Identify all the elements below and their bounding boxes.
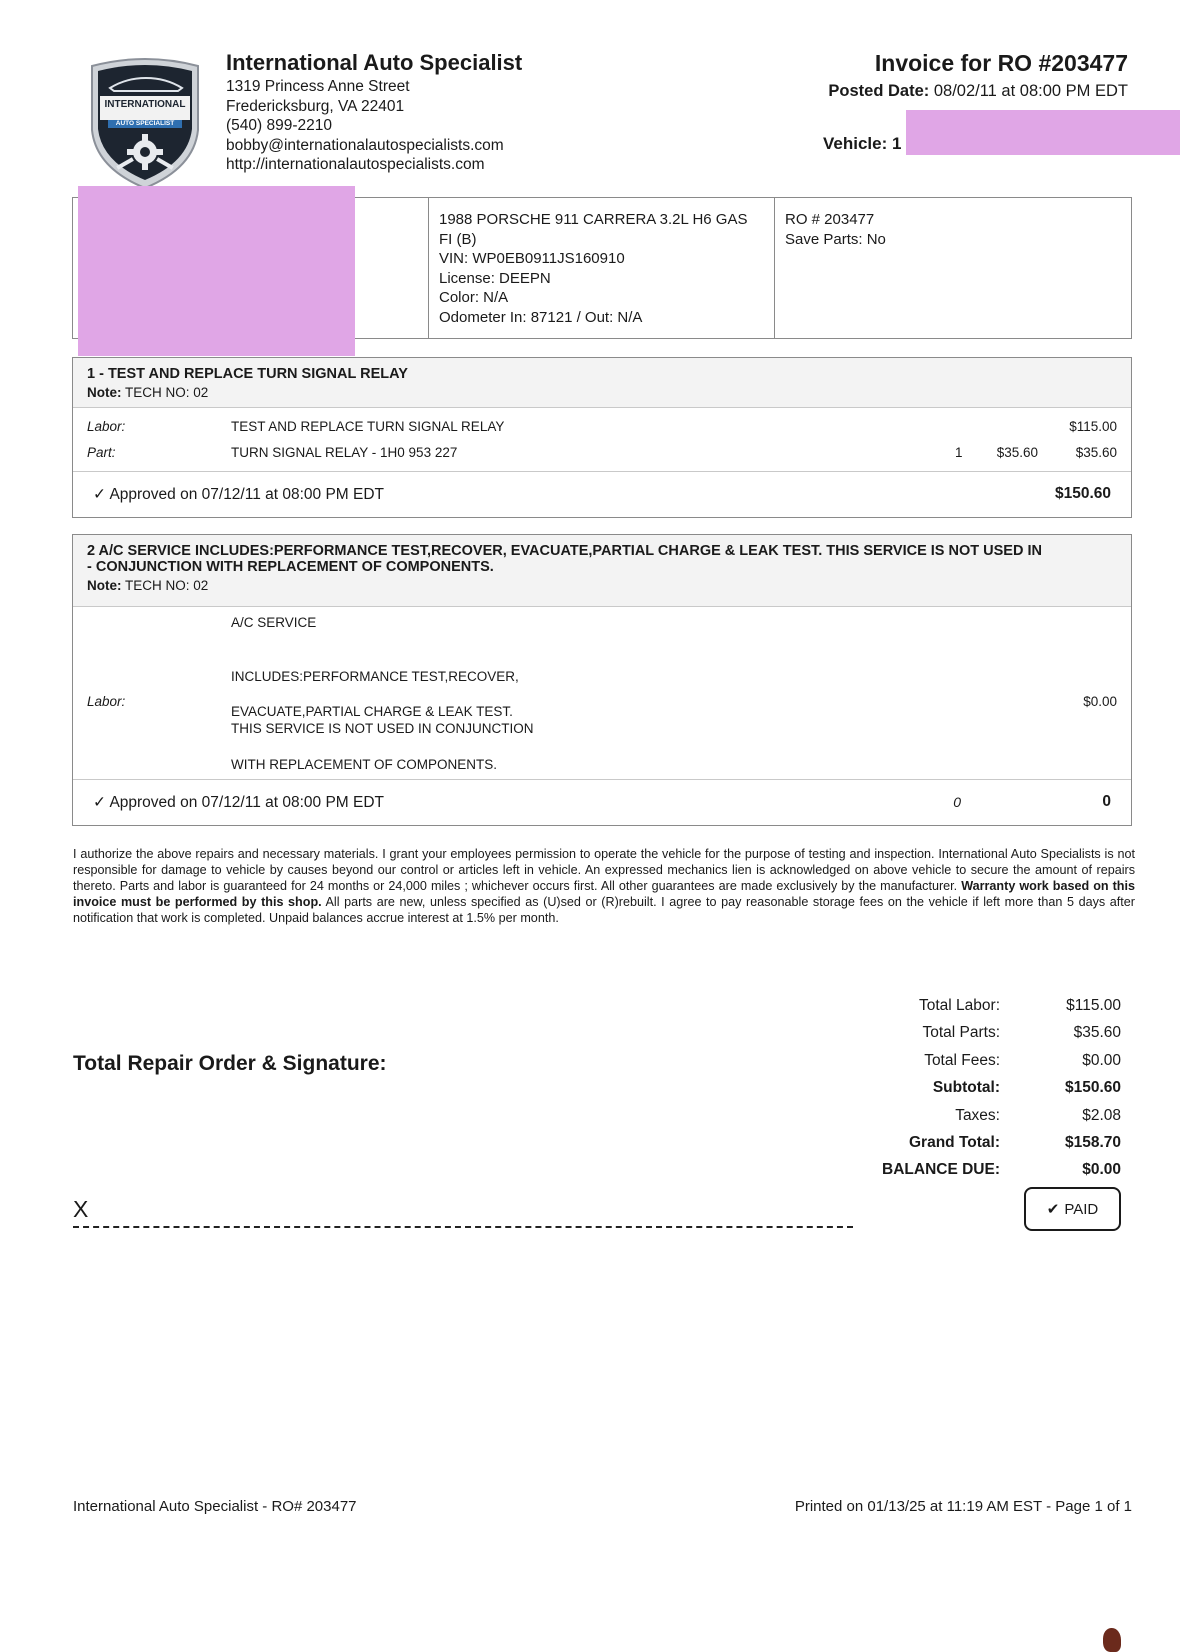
line-description: TEST AND REPLACE TURN SIGNAL RELAY (231, 419, 505, 434)
total-label: Total Labor: (919, 997, 1000, 1014)
service-2-header (73, 535, 1131, 607)
paid-label: PAID (1064, 1200, 1099, 1218)
footer-left: International Auto Specialist - RO# 203477 (73, 1498, 357, 1515)
subtotal-row (860, 1076, 1125, 1103)
line-kind: Part: (87, 445, 116, 460)
total-value: $150.60 (1064, 1079, 1121, 1097)
line-description: TURN SIGNAL RELAY - 1H0 953 227 (231, 445, 458, 460)
total-label: Grand Total: (909, 1133, 1000, 1151)
total-value: $0.00 (1082, 1161, 1121, 1179)
signature-title: Total Repair Order & Signature: (73, 1052, 387, 1075)
total-label: BALANCE DUE: (882, 1161, 1000, 1179)
vehicle-details (428, 198, 775, 338)
total-value: $35.60 (1073, 1024, 1121, 1042)
vehicle-license: License: DEEPN (439, 269, 551, 287)
approval-mid-value: 0 (953, 794, 961, 810)
shop-website: http://internationalautospecialists.com (226, 156, 485, 173)
totals-table (860, 994, 1125, 1186)
total-label: Subtotal: (932, 1079, 1000, 1097)
note-label: Note: (87, 578, 122, 593)
service-2-note (87, 578, 1117, 593)
total-value: $0.00 (1082, 1051, 1121, 1069)
line-amount: $0.00 (1083, 694, 1117, 709)
posted-date-label: Posted Date: (828, 82, 930, 100)
disclaimer-warranty: Warranty work based on this invoice must be performed by this shop. (73, 879, 1135, 909)
total-label: Taxes: (955, 1106, 1000, 1124)
shop-email: bobby@internationalautospecialists.com (226, 137, 504, 154)
total-parts-row (860, 1021, 1125, 1048)
service-total: $150.60 (1054, 485, 1111, 502)
total-fees-row (860, 1049, 1125, 1076)
paid-stamp (1024, 1187, 1121, 1231)
save-parts: Save Parts: No (785, 230, 886, 248)
line-amount: $35.60 (1075, 445, 1117, 460)
vehicle-label: Vehicle: 1 (823, 134, 902, 153)
vehicle-description: 1988 PORSCHE 911 CARRERA 3.2L H6 GAS FI (B) (439, 211, 748, 248)
shop-name: International Auto Specialist (226, 50, 523, 75)
labor-line: INCLUDES:PERFORMANCE TEST,RECOVER, (231, 669, 519, 684)
service-1-title: 1 - TEST AND REPLACE TURN SIGNAL RELAY (87, 366, 408, 382)
ro-details (775, 198, 1131, 338)
line-amount: $115.00 (1069, 419, 1117, 434)
service-1-note (87, 385, 1117, 400)
line-kind: Labor: (87, 694, 126, 709)
redaction-vehicle (906, 110, 1180, 155)
line-quantity: 1 (955, 445, 963, 460)
ro-number: RO # 203477 (785, 211, 875, 228)
total-value: $2.08 (1082, 1106, 1121, 1124)
labor-line: THIS SERVICE IS NOT USED IN CONJUNCTION (231, 721, 534, 736)
balance-due-row (860, 1158, 1125, 1185)
invoice-title: Invoice for RO #203477 (874, 50, 1128, 76)
disclaimer-text-2: All parts are new, unless specified as (U)sed or (R)rebuilt. I agree to pay reasonable storage fees on the vehicle if left more than 5 days after notification that work is completed. Unpaid balances accrue interest at 1.5% per month. (73, 895, 1135, 925)
logo-text-auto-specialist: AUTO SPECIALIST (115, 120, 175, 127)
total-labor-row (860, 994, 1125, 1021)
disclaimer-text-1: I authorize the above repairs and necessary materials. I grant your employees permission to operate the vehicle for the purpose of testing and inspection. International Auto Specialists is not responsible for damage to vehicle by causes beyond our control or articles left in vehicle. An expressed mechanics lien is acknowledged on above vehicle to secure the amount of repairs thereto. Parts and labor is guaranteed for 24 months or 24,000 miles ; whichever occurs first. All other guarantees are made exclusively by the manufacturer. (73, 847, 1135, 893)
approval-text: ✓ Approved on 07/12/11 at 08:00 PM EDT (93, 486, 385, 503)
line-item-labor (73, 414, 1131, 440)
shop-city: Fredericksburg, VA 22401 (226, 98, 405, 115)
redaction-customer (78, 186, 355, 356)
labor-line: EVACUATE,PARTIAL CHARGE & LEAK TEST. (231, 704, 513, 719)
service-2-approval (73, 779, 1131, 825)
grand-total-row (860, 1131, 1125, 1158)
vehicle-odometer: Odometer In: 87121 / Out: N/A (439, 308, 643, 326)
authorization-disclaimer (73, 846, 1135, 926)
service-1 (72, 357, 1132, 518)
vehicle-color: Color: N/A (439, 289, 509, 306)
shop-phone: (540) 899-2210 (226, 117, 332, 134)
signature-line (73, 1226, 853, 1228)
service-2 (72, 534, 1132, 826)
service-2-title-line-2: - CONJUNCTION WITH REPLACEMENT OF COMPONENTS. (87, 559, 494, 575)
total-value: $115.00 (1066, 997, 1121, 1014)
ink-stain (1103, 1628, 1121, 1652)
check-icon: ✔ (1046, 1201, 1060, 1218)
service-1-header (73, 358, 1131, 408)
total-label: Total Fees: (924, 1051, 1000, 1069)
shop-street: 1319 Princess Anne Street (226, 78, 410, 95)
total-label: Total Parts: (922, 1024, 1000, 1042)
line-kind: Labor: (87, 419, 126, 434)
footer-right: Printed on 01/13/25 at 11:19 AM EST - Page 1 of 1 (794, 1498, 1132, 1515)
service-total: 0 (1102, 793, 1111, 810)
vehicle-vin: VIN: WP0EB0911JS160910 (439, 250, 625, 267)
shop-logo (86, 56, 204, 190)
line-item-part (73, 440, 1131, 466)
line-unit-price: $35.60 (996, 445, 1038, 460)
labor-line: A/C SERVICE (231, 615, 317, 630)
taxes-row (860, 1104, 1125, 1131)
signature-x: X (73, 1196, 89, 1222)
note-value: TECH NO: 02 (125, 578, 209, 593)
logo-text-international: INTERNATIONAL (104, 99, 186, 110)
note-label: Note: (87, 385, 122, 400)
total-value: $158.70 (1064, 1133, 1121, 1151)
service-2-title-line-1: 2 A/C SERVICE INCLUDES:PERFORMANCE TEST,RECOVER, EVACUATE,PARTIAL CHARGE & LEAK TEST. THIS SERVICE IS NOT USED IN (87, 543, 1042, 559)
service-2-labor (73, 607, 1131, 779)
note-value: TECH NO: 02 (125, 385, 209, 400)
service-1-approval (73, 471, 1131, 517)
approval-text: ✓ Approved on 07/12/11 at 08:00 PM EDT (93, 794, 385, 811)
labor-line: WITH REPLACEMENT OF COMPONENTS. (231, 757, 498, 772)
posted-date-value: 08/02/11 at 08:00 PM EDT (933, 82, 1128, 100)
posted-date (828, 82, 1128, 101)
